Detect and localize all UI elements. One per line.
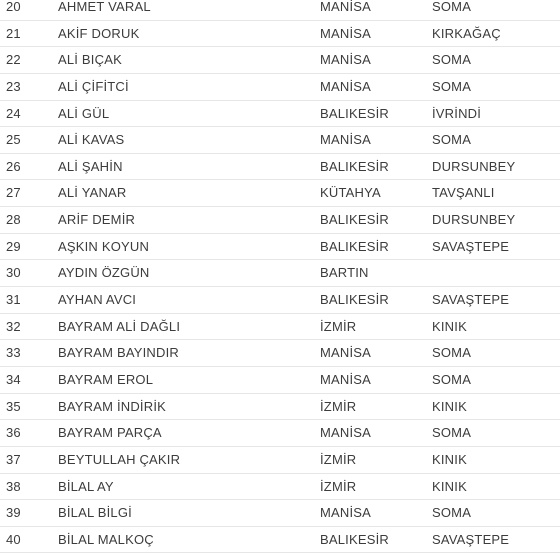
- district: DURSUNBEY: [432, 158, 516, 174]
- person-name: ALİ KAVAS: [58, 132, 125, 148]
- person-name: ALİ ÇİFİTCİ: [58, 78, 129, 94]
- person-name: AYHAN AVCI: [58, 292, 137, 308]
- row-number: 37: [6, 451, 21, 467]
- district: KINIK: [432, 398, 467, 414]
- person-name: ALİ ŞAHİN: [58, 158, 123, 174]
- district: KIRKAĞAÇ: [432, 25, 501, 41]
- district: TAVŞANLI: [432, 185, 495, 201]
- province: BALIKESİR: [320, 105, 389, 121]
- row-number: 35: [6, 398, 21, 414]
- district: SOMA: [432, 52, 472, 68]
- district: DURSUNBEY: [432, 212, 516, 228]
- row-number: 23: [6, 78, 21, 94]
- person-name: BAYRAM PARÇA: [58, 425, 162, 441]
- province: MANİSA: [320, 25, 372, 41]
- district: SOMA: [432, 345, 472, 361]
- table-row: [0, 394, 560, 421]
- province: MANİSA: [320, 425, 372, 441]
- person-name: ALİ YANAR: [58, 185, 127, 201]
- row-number: 27: [6, 185, 21, 201]
- table-row: [0, 47, 560, 74]
- row-number: 30: [6, 265, 21, 281]
- province: MANİSA: [320, 0, 372, 14]
- district: SOMA: [432, 371, 472, 387]
- table-row: [0, 447, 560, 474]
- row-number: 25: [6, 132, 21, 148]
- person-name: BAYRAM İNDİRİK: [58, 398, 167, 414]
- province: BALIKESİR: [320, 158, 389, 174]
- district: İVRİNDİ: [432, 105, 482, 121]
- district: SOMA: [432, 505, 472, 521]
- row-number: 33: [6, 345, 21, 361]
- province: BALIKESİR: [320, 238, 389, 254]
- table-row: [0, 474, 560, 501]
- person-name: AHMET VARAL: [58, 0, 151, 14]
- province: İZMİR: [320, 451, 357, 467]
- district: SAVAŞTEPE: [432, 531, 510, 547]
- row-number: 36: [6, 425, 21, 441]
- row-number: 20: [6, 0, 21, 14]
- province: MANİSA: [320, 52, 372, 68]
- person-name: BAYRAM ALİ DAĞLI: [58, 318, 181, 334]
- table-row: [0, 340, 560, 367]
- table-row: [0, 0, 560, 21]
- row-number: 38: [6, 478, 21, 494]
- district: KINIK: [432, 451, 467, 467]
- person-name: BAYRAM EROL: [58, 371, 154, 387]
- row-number: 32: [6, 318, 21, 334]
- province: İZMİR: [320, 398, 357, 414]
- province: BARTIN: [320, 265, 369, 281]
- district: SOMA: [432, 78, 472, 94]
- district: SOMA: [432, 132, 472, 148]
- table-row: [0, 180, 560, 207]
- person-name: BİLAL MALKOÇ: [58, 531, 154, 547]
- district: KINIK: [432, 318, 467, 334]
- row-number: 26: [6, 158, 21, 174]
- person-name: AŞKIN KOYUN: [58, 238, 150, 254]
- table-row: [0, 367, 560, 394]
- province: BALIKESİR: [320, 531, 389, 547]
- province: BALIKESİR: [320, 292, 389, 308]
- district: SAVAŞTEPE: [432, 292, 510, 308]
- person-name: ALİ BIÇAK: [58, 52, 122, 68]
- person-name: BİLAL BİLGİ: [58, 505, 132, 521]
- person-name: ARİF DEMİR: [58, 212, 136, 228]
- province: MANİSA: [320, 371, 372, 387]
- district: SOMA: [432, 425, 472, 441]
- province: İZMİR: [320, 478, 357, 494]
- row-number: 24: [6, 105, 21, 121]
- province: İZMİR: [320, 318, 357, 334]
- province: BALIKESİR: [320, 212, 389, 228]
- table-row: [0, 287, 560, 314]
- district: SAVAŞTEPE: [432, 238, 510, 254]
- row-number: 39: [6, 505, 21, 521]
- person-name: BİLAL AY: [58, 478, 114, 494]
- table-row: [0, 207, 560, 234]
- person-name: ALİ GÜL: [58, 105, 110, 121]
- row-number: 29: [6, 238, 21, 254]
- table-row: [0, 314, 560, 341]
- district: KINIK: [432, 478, 467, 494]
- table-row: [0, 234, 560, 261]
- table-row: [0, 74, 560, 101]
- row-number: 34: [6, 371, 21, 387]
- person-name: BAYRAM BAYINDIR: [58, 345, 179, 361]
- row-number: 21: [6, 25, 21, 41]
- row-number: 28: [6, 212, 21, 228]
- row-number: 31: [6, 292, 21, 308]
- person-name: BEYTULLAH ÇAKIR: [58, 451, 181, 467]
- table-row: [0, 154, 560, 181]
- table-row: [0, 127, 560, 154]
- province: MANİSA: [320, 505, 372, 521]
- person-name: AKİF DORUK: [58, 25, 140, 41]
- province: MANİSA: [320, 345, 372, 361]
- province: MANİSA: [320, 132, 372, 148]
- district: SOMA: [432, 0, 472, 14]
- table-row: [0, 21, 560, 48]
- table-row: [0, 500, 560, 527]
- person-name: AYDIN ÖZGÜN: [58, 265, 150, 281]
- table-row: [0, 260, 560, 287]
- table-row: [0, 420, 560, 447]
- table-row: [0, 101, 560, 128]
- row-number: 40: [6, 531, 21, 547]
- row-number: 22: [6, 52, 21, 68]
- province: MANİSA: [320, 78, 372, 94]
- table-row: [0, 527, 560, 554]
- province: KÜTAHYA: [320, 185, 381, 201]
